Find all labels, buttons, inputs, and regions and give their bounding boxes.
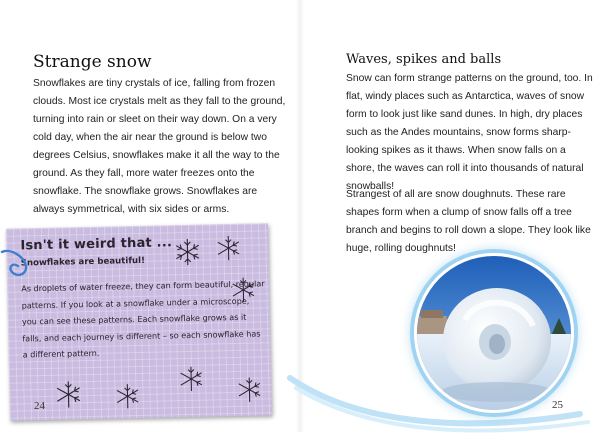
paper-clip-icon (0, 246, 30, 286)
snowflake-icon (113, 382, 142, 411)
snow-doughnut-photo (414, 253, 574, 413)
page-number: 25 (552, 399, 563, 411)
fact-box-heading: Isn't it weird that ... (20, 235, 173, 254)
snowflake-icon (214, 234, 243, 263)
body-paragraph: Strangest of all are snow doughnuts. These rare shapes form when a clump of snow falls off a tree branch and begins to roll down a slope. They look like huge, rolling doughnuts! (346, 189, 591, 254)
body-paragraph: Snow can form strange patterns on the ground, too. In flat, windy places such as Antarctica, waves of snow form to look just like sand dunes. In high, dry places such as the Andes mountains, snow forms sharp-looking spikes as it thaws. When snow falls on a shore, the waves can roll it into thousands of natural snowballs! (346, 73, 593, 192)
snowflake-icon (235, 375, 264, 404)
fact-box-subheading: Snowflakes are beautiful! (20, 255, 146, 269)
snowflake-icon (229, 276, 258, 305)
fact-box (6, 223, 272, 420)
snowflake-icon (53, 379, 84, 410)
snow-doughnut-image (417, 256, 571, 410)
page-title: Strange snow (33, 52, 152, 72)
body-paragraph: Snowflakes are tiny crystals of ice, falling from frozen clouds. Most ice crystals melt as they fall to the ground, turning into rain or sleet on their way down. On a very cold day, when the air near the ground is below two degrees Celsius, snowflakes make it all the way to the ground. As they fall, more water freezes onto the snowflake. The snowflake grows. Snowflakes are always symmetrical, with six sides or arms. (33, 78, 286, 215)
page-title: Waves, spikes and balls (346, 52, 502, 67)
page-number: 24 (34, 400, 45, 412)
snowflake-icon (177, 365, 206, 394)
snowflake-icon (172, 237, 203, 268)
fact-box-body: As droplets of water freeze, they can form beautiful, regular patterns. If you look at a snowflake under a microscope, you can see these patterns. Each snowflake grows as it falls, and each journey is different – so each snowflake has a different pattern. (21, 278, 265, 360)
